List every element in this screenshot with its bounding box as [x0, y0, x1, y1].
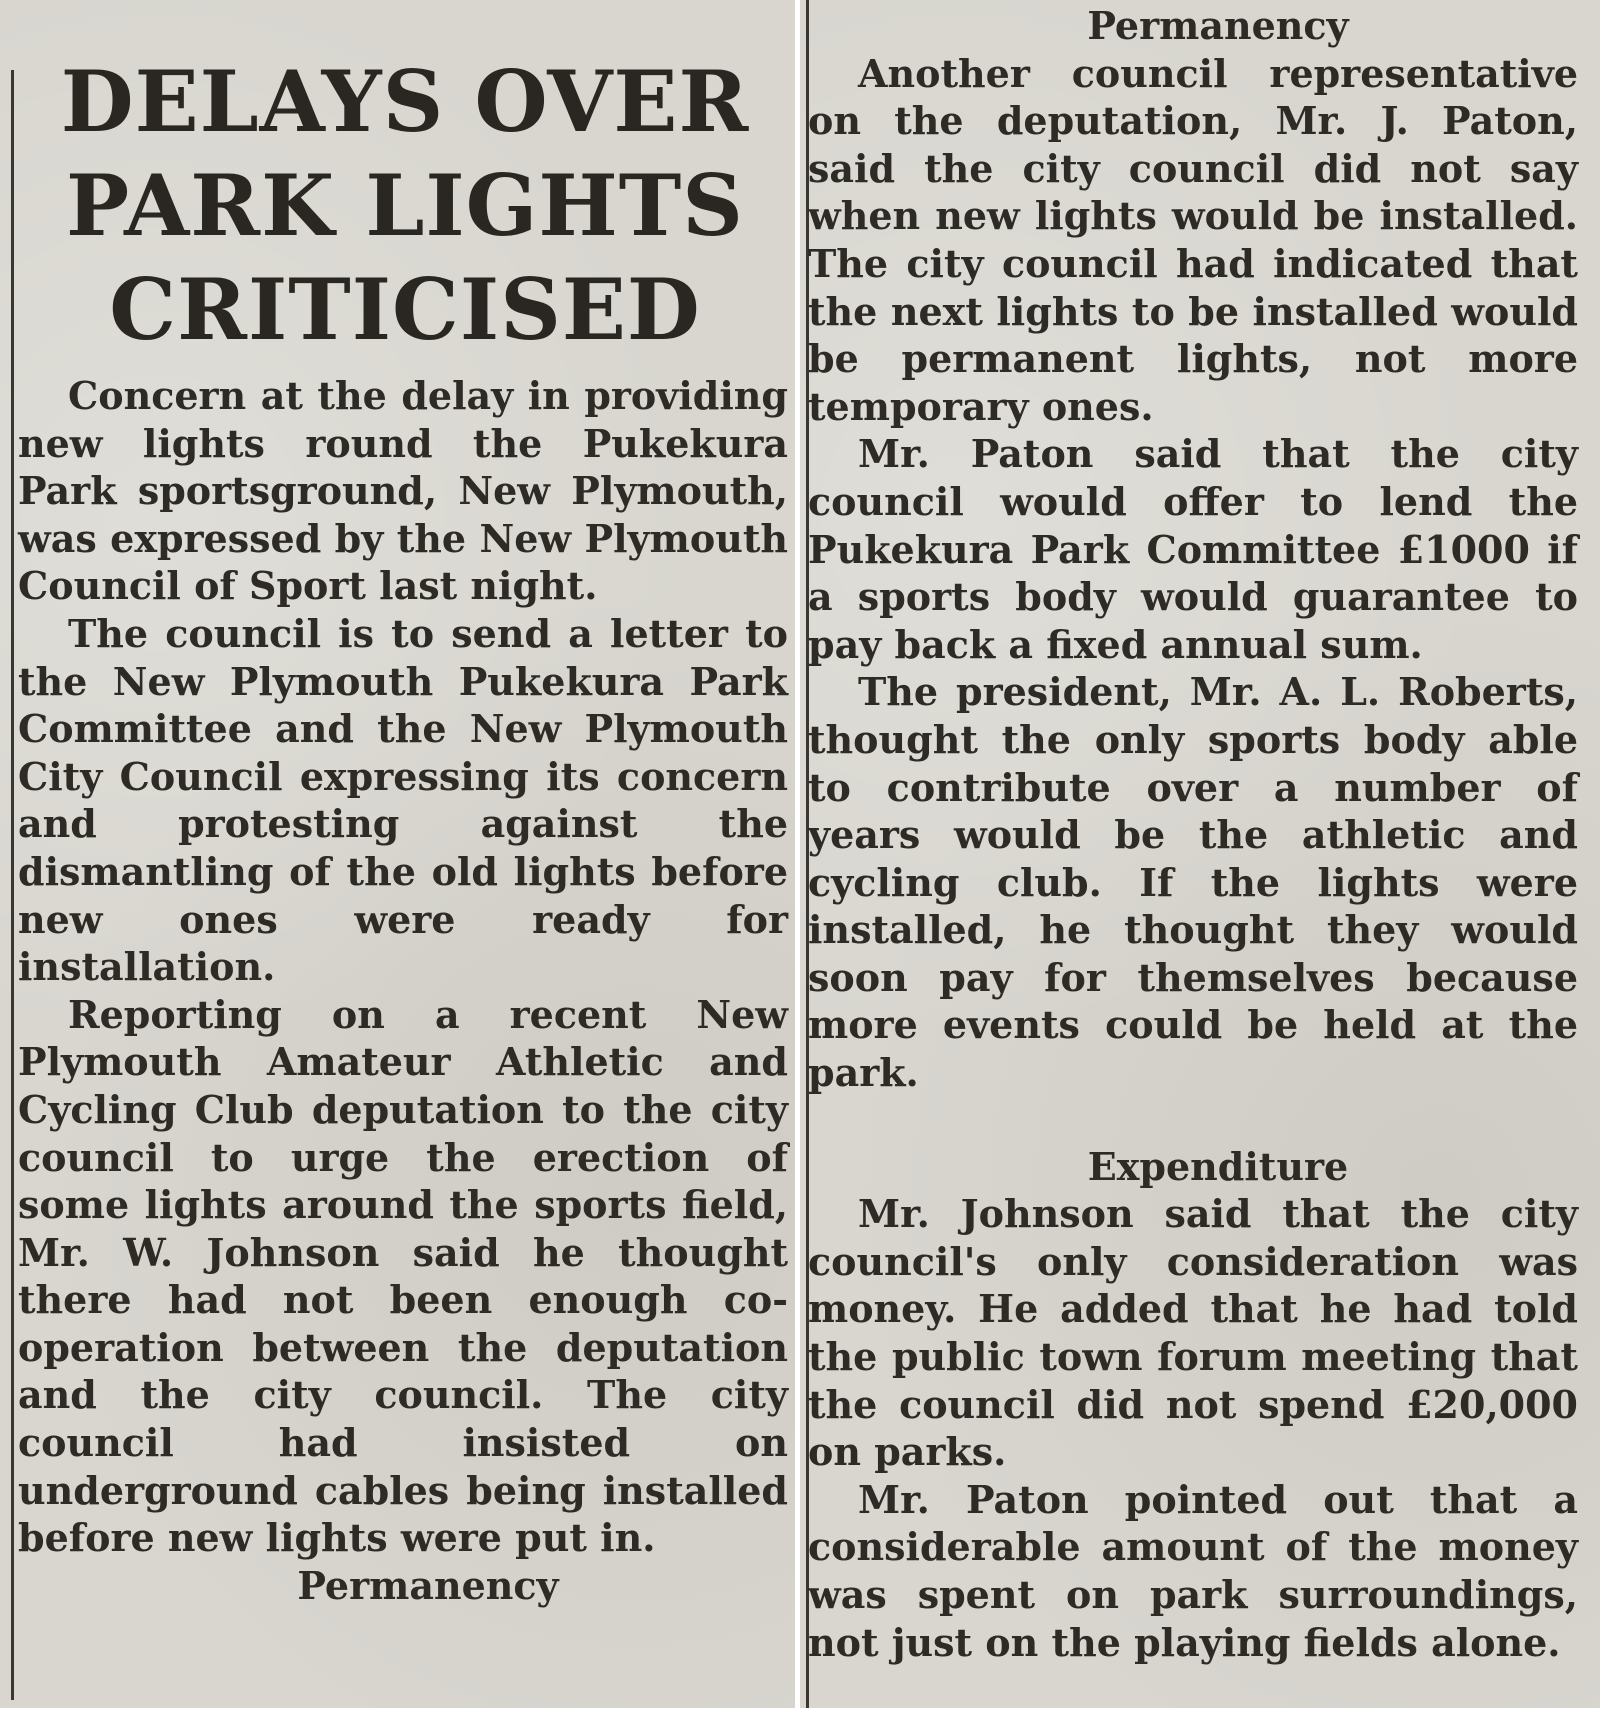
article-paragraph: Mr. Paton said that the city council would offer to lend the Pukekura Park Committee £1000 if a sports body would guarantee to pay back a fixed annual sum.	[808, 431, 1578, 667]
column-rule	[11, 70, 14, 1700]
subheading-permanency: Permanency	[297, 1562, 559, 1608]
subheading-expenditure: Expenditure	[1087, 1143, 1349, 1189]
article-paragraph: Reporting on a recent New Plymouth Amateur Athletic and Cycling Club deputation to the city council to urge the erection of some lights around the sports field, Mr. W. Johnson said he thought there had not been enough co-operation between the deputation and the city council. The city council had insisted on underground cables being installed before new lights were put in.	[18, 991, 788, 1561]
article-headline: DELAYS OVER PARK LIGHTS CRITICISED	[60, 52, 750, 359]
left-column-body	[18, 372, 788, 1609]
article-paragraph: Concern at the delay in providing new lights round the Pukekura Park sportsground, New Plymouth, was expressed by the New Plymouth Council of Sport last night.	[18, 373, 788, 609]
section-gap	[808, 1097, 1578, 1143]
subheading-permanency: Permanency	[1087, 3, 1349, 48]
article-paragraph: The council is to send a letter to the New Plymouth Pukekura Park Committee and the New Plymouth City Council expressing its concern and protesting against the dismantling of the old lights before new ones were ready for installation.	[18, 610, 788, 990]
article-paragraph: Another council representative on the deputation, Mr. J. Paton, said the city council did not say when new lights would be installed. The city council had indicated that the next lights to be installed would be permanent lights, not more temporary ones.	[808, 50, 1578, 429]
article-paragraph: The president, Mr. A. L. Roberts, thought the only sports body able to contribute over a number of years would be the athletic and cycling club. If the lights were installed, he thought they would soon pay for themselves because more events could be held at the park.	[808, 669, 1578, 1096]
article-paragraph: Mr. Johnson said that the city council's only consideration was money. He added that he had told the public town forum meeting that the council did not spend £20,000 on parks.	[808, 1191, 1578, 1475]
article-paragraph: Mr. Paton pointed out that a considerable amount of the money was spent on park surroundings, not just on the playing fields alone.	[808, 1476, 1578, 1665]
right-column-body	[808, 2, 1578, 1666]
